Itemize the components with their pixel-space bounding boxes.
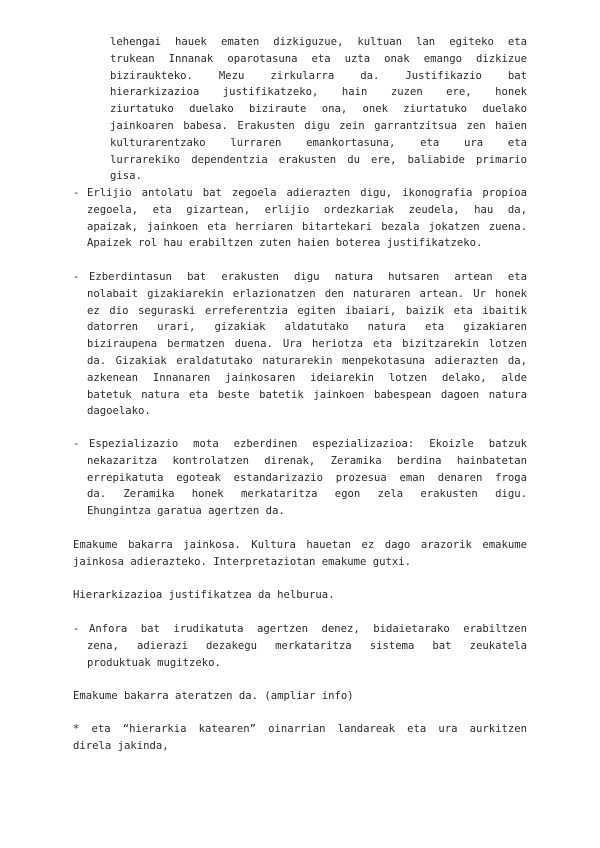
text-line: produktuak mugitzeko. [87,656,221,669]
bullet-marker: - [73,187,80,199]
text-line: nekazaritza kontrolatzen direnak, Zeramika berdina hainbatetan [87,454,527,467]
text-line: azkenean Innanaren jainkosaren ideiarekin lotzen delako, alde [87,371,527,384]
text-line: zegoela, eta gizartean, erlijio ordezkariak zeudela, hau da, [87,203,527,216]
text-line: apaizak, jainkoen eta herriaren bitartekari bezala jokatzen zuena. [87,220,527,233]
text-line: errepikatuta egoteak estandarizazio prozesua eman denaren froga [87,471,527,484]
text-line: Emakume bakarra ateratzen da. (ampliar info) [73,690,354,702]
text-line: Emakume bakarra jainkosa. Kultura hauetan ez dago arazorik emakume [73,539,527,551]
text-line: da. Gizakiak eraldatutako naturarekin menpekotasuna adierazten da, [87,355,527,367]
bullet-marker: - [73,271,80,283]
text-line: zena, adierazi dezakegu merkataritza sistema bat zeukatela [87,639,527,652]
text-line: Ehungintza garatua agertzen da. [87,505,285,518]
bullet-marker: - [73,623,80,635]
text-line: dagoelako. [87,405,151,418]
text-line: Anfora bat irudikatuta agertzen denez, bidaietarako erabiltzen [89,623,527,635]
text-line: datorren urari, gizakiak aldatutako natura eta gizakiaren [87,321,527,334]
text-line: trukean Innanak oparotasuna eta uzta onak emango dizkizue [110,52,527,65]
text-line: gisa. [110,170,142,183]
text-line: biziraupena bermatzen duena. Ura heriotza eta bizitzarekin lotzen [87,338,527,351]
text-line: da. Zeramika honek merkataritza egon zela erakusten digu. [87,488,527,501]
bullet-marker: - [73,438,80,450]
text-line: Erlijio antolatu bat zegoela adierazten digu, ikonografia propioa [87,187,527,199]
text-line: * eta “hierarkia katearen” oinarrian landareak eta ura aurkitzen [73,723,527,735]
text-line: Apaizek rol hau erabiltzen zuten haien boterea justifikatzeko. [87,237,483,250]
text-line: lehengai hauek ematen dizkiguzue, kultuan lan egiteko eta [110,36,527,48]
text-line: Hierarkizazioa justifikatzea da helburua. [73,589,335,601]
text-line: ez dio seguraski erreferentzia egiten ibaiari, baizik eta ibaitik [87,304,527,317]
text-line: nolabait gizakiarekin erlazionatzen den naturaren artean. Ur honek [87,287,527,300]
text-line: jainkoaren babesa. Erakusten digu zein garrantzitsua zen haien [110,120,527,132]
text-line: direla jakinda, [73,739,169,752]
text-line: hierarkizazioa justifikatzeko, hain zuzen ere, honek [110,86,527,99]
text-line: biziraukteko. Mezu zirkularra da. Justifikazio bat [110,69,527,82]
text-line: batetuk natura eta beste batetik jainkoen babespean dagoen natura [87,388,527,401]
text-line: ziurtatuko duelako biziraute ona, onek ziurtatuko duelako [110,103,527,116]
text-line: jainkosa adierazteko. Interpretaziotan emakume gutxi. [73,555,412,568]
text-line: Espezializazio mota ezberdinen espezializazioa: Ekoizle batzuk [89,438,527,450]
text-line: lurrarekiko dependentzia erakusten du ere, baliabide primario [110,153,527,166]
text-line: kulturarentzako lurraren emankortasuna, eta ura eta [110,136,527,149]
text-line: Ezberdintasun bat erakusten digu natura hutsaren artean eta [89,271,527,283]
